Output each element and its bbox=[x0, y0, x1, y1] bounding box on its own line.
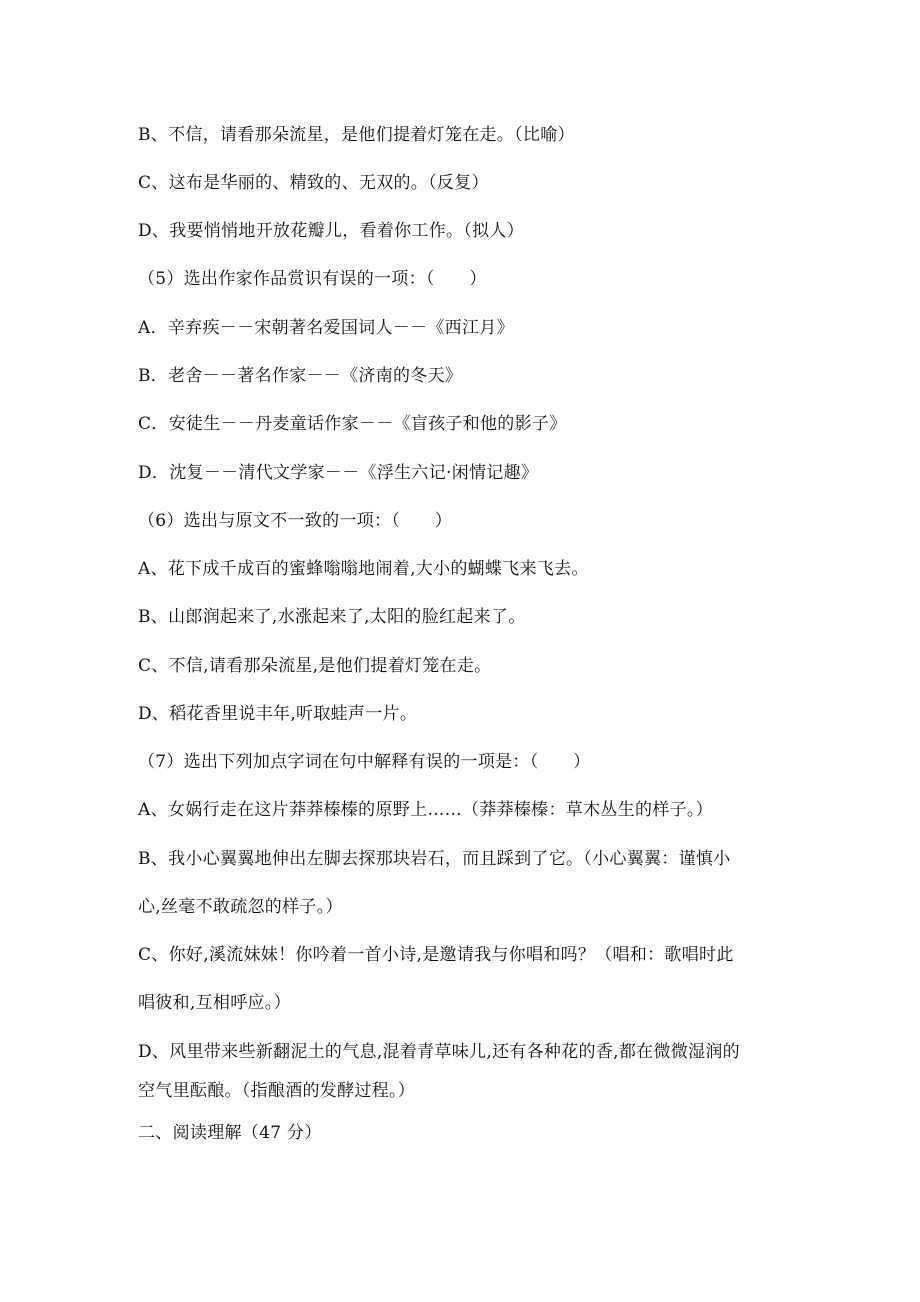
q7-option-c: C、你好,溪流妹妹！你吟着一首小诗,是邀请我与你唱和吗？（唱和：歌唱时此 bbox=[138, 945, 734, 965]
q5-option-d: D．沈复－－清代文学家－－《浮生六记·闲情记趣》 bbox=[138, 463, 539, 483]
q5-option-b: B．老舍－－著名作家－－《济南的冬天》 bbox=[138, 366, 463, 386]
question-6: （6）选出与原文不一致的一项：（ ） bbox=[138, 511, 453, 531]
q6-option-a: A、花下成千成百的蜜蜂嗡嗡地闹着,大小的蝴蝶飞来飞去。 bbox=[138, 559, 589, 579]
q7-option-b-continued: 心,丝毫不敢疏忽的样子。） bbox=[138, 897, 343, 917]
q7-option-a: A、女娲行走在这片莽莽榛榛的原野上……（莽莽榛榛：草木丛生的样子。） bbox=[138, 800, 713, 820]
option-d-personification: D、我要悄悄地开放花瓣儿，看着你工作。（拟人） bbox=[138, 221, 525, 241]
option-b-metaphor: B、不信，请看那朵流星，是他们提着灯笼在走。（比喻） bbox=[138, 125, 575, 145]
option-c-repetition: C、这布是华丽的、精致的、无双的。（反复） bbox=[138, 173, 489, 193]
q7-option-d: D、风里带来些新翻泥土的气息,混着青草味儿,还有各种花的香,都在微微湿润的 bbox=[138, 1042, 740, 1062]
q6-option-b: B、山郎润起来了,水涨起来了,太阳的脸红起来了。 bbox=[138, 607, 526, 627]
question-5: （5）选出作家作品赏识有误的一项：（ ） bbox=[138, 269, 487, 289]
q7-option-d-continued: 空气里酝酿。（指酿酒的发酵过程。） bbox=[138, 1081, 416, 1101]
section-heading-reading: 二、阅读理解（47 分） bbox=[138, 1123, 322, 1143]
q6-option-d: D、稻花香里说丰年,听取蛙声一片。 bbox=[138, 704, 418, 724]
q5-option-c: C．安徒生－－丹麦童话作家－－《盲孩子和他的影子》 bbox=[138, 414, 567, 434]
q5-option-a: A．辛弃疾－－宋朝著名爱国词人－－《西江月》 bbox=[138, 318, 514, 338]
q7-option-b: B、我小心翼翼地伸出左脚去探那块岩石，而且踩到了它。（小心翼翼：谨慎小 bbox=[138, 849, 731, 869]
question-7: （7）选出下列加点字词在句中解释有误的一项是：（ ） bbox=[138, 752, 591, 772]
q6-option-c: C、不信,请看那朵流星,是他们提着灯笼在走。 bbox=[138, 656, 492, 676]
q7-option-c-continued: 唱彼和,互相呼应。） bbox=[138, 993, 291, 1013]
